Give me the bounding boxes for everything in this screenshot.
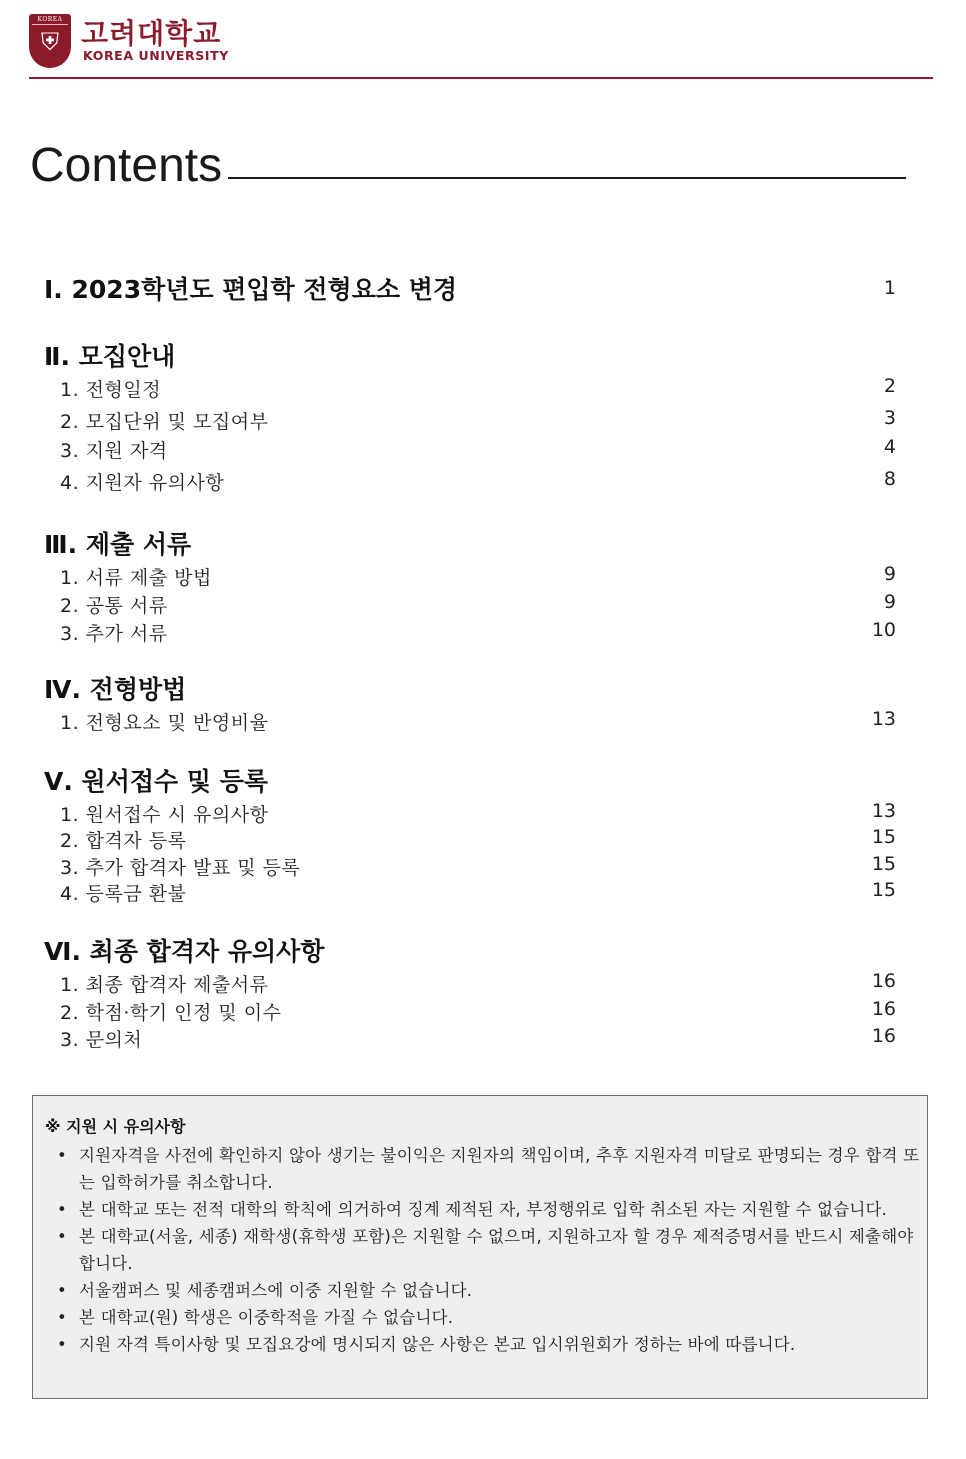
toc-item-label: 1. 전형일정 [60,379,162,401]
toc-item-label: 2. 모집단위 및 모집여부 [60,411,269,433]
bullet-icon: • [57,1227,67,1246]
toc-item-label: 4. 지원자 유의사항 [60,472,225,494]
list-item [55,1142,921,1196]
page-header [29,14,933,80]
list-item [55,1223,921,1277]
seal-top-text: KOREA [32,14,68,25]
notice-item-text: 본 대학교 또는 전적 대학의 학칙에 의거하여 징계 제적된 자, 부정행위로 입학 취소된 자는 지원할 수 없습니다. [79,1200,888,1219]
toc-item-label: 4. 등록금 환불 [60,883,187,905]
bullet-icon: • [57,1200,67,1219]
toc-section-title: Ⅴ. 원서접수 및 등록 [44,767,269,796]
contents-heading: Contents [30,139,223,192]
toc-page-number: 15 [871,826,896,848]
notice-item-text: 서울캠퍼스 및 세종캠퍼스에 이중 지원할 수 없습니다. [79,1281,473,1300]
toc-item-label: 2. 학점·학기 인정 및 이수 [60,1002,282,1024]
list-item [55,1196,921,1223]
bullet-icon: • [57,1281,67,1300]
toc-page-number: 15 [871,853,896,875]
notice-item-text: 본 대학교(서울, 세종) 재학생(휴학생 포함)은 지원할 수 없으며, 지원하고자 할 경우 제적증명서를 반드시 제출해야 합니다. [79,1227,914,1273]
list-item [55,1331,921,1358]
toc-item-label: 3. 지원 자격 [60,440,168,462]
toc-page-number: 16 [871,1025,896,1047]
toc-item-label: 1. 원서접수 시 유의사항 [60,804,269,826]
toc-section-title: Ⅲ. 제출 서류 [44,530,192,559]
contents-heading-rule [228,177,906,179]
toc-page-number: 15 [871,879,896,901]
university-seal-icon [29,14,71,68]
toc-page-number: 9 [883,591,896,613]
toc-page-number: 16 [871,998,896,1020]
toc-item-label: 3. 문의처 [60,1029,143,1051]
seal-shield-glyph: ⛨ [41,28,59,56]
toc-item-label: 3. 추가 합격자 발표 및 등록 [60,857,301,879]
toc-section-title: Ⅵ. 최종 합격자 유의사항 [44,937,325,966]
list-item [55,1304,921,1331]
toc-item-label: 2. 합격자 등록 [60,830,187,852]
bullet-icon: • [57,1308,67,1327]
bullet-icon: • [57,1146,67,1165]
notice-item-text: 지원 자격 특이사항 및 모집요강에 명시되지 않은 사항은 본교 입시위원회가 정하는 바에 따릅니다. [79,1335,796,1354]
toc-item-label: 1. 서류 제출 방법 [60,567,212,589]
toc-page-number: 16 [871,970,896,992]
toc-section-title: Ⅳ. 전형방법 [44,675,187,704]
toc-section-title: Ⅱ. 모집안내 [44,342,176,371]
toc-page-number: 1 [883,277,896,299]
notice-item-text: 본 대학교(원) 학생은 이중학적을 가질 수 없습니다. [79,1308,454,1327]
toc-item-label: 2. 공통 서류 [60,595,168,617]
toc-page-number: 2 [883,375,896,397]
university-name-english: KOREA UNIVERSITY [83,48,229,63]
notice-item-text: 지원자격을 사전에 확인하지 않아 생기는 불이익은 지원자의 책임이며, 추후 지원자격 미달로 판명되는 경우 합격 또는 입학허가를 취소합니다. [79,1146,920,1192]
university-name-korean: 고려대학교 [81,17,222,50]
toc-page-number: 13 [871,800,896,822]
header-divider [29,77,933,79]
toc-page-number: 3 [883,407,896,429]
toc-item-label: 1. 전형요소 및 반영비율 [60,712,269,734]
toc-page-number: 10 [871,619,896,641]
toc-page-number: 9 [883,563,896,585]
application-notice-box [32,1095,928,1399]
list-item [55,1277,921,1304]
bullet-icon: • [57,1335,67,1354]
toc-page-number: 8 [883,468,896,490]
toc-page-number: 4 [883,436,896,458]
toc-page-number: 13 [871,708,896,730]
toc-item-label: 1. 최종 합격자 제출서류 [60,974,269,996]
notice-list [55,1142,921,1358]
toc-section-title: Ⅰ. 2023학년도 편입학 전형요소 변경 [44,275,457,304]
notice-title: ※ 지원 시 유의사항 [45,1117,186,1136]
toc-item-label: 3. 추가 서류 [60,623,168,645]
